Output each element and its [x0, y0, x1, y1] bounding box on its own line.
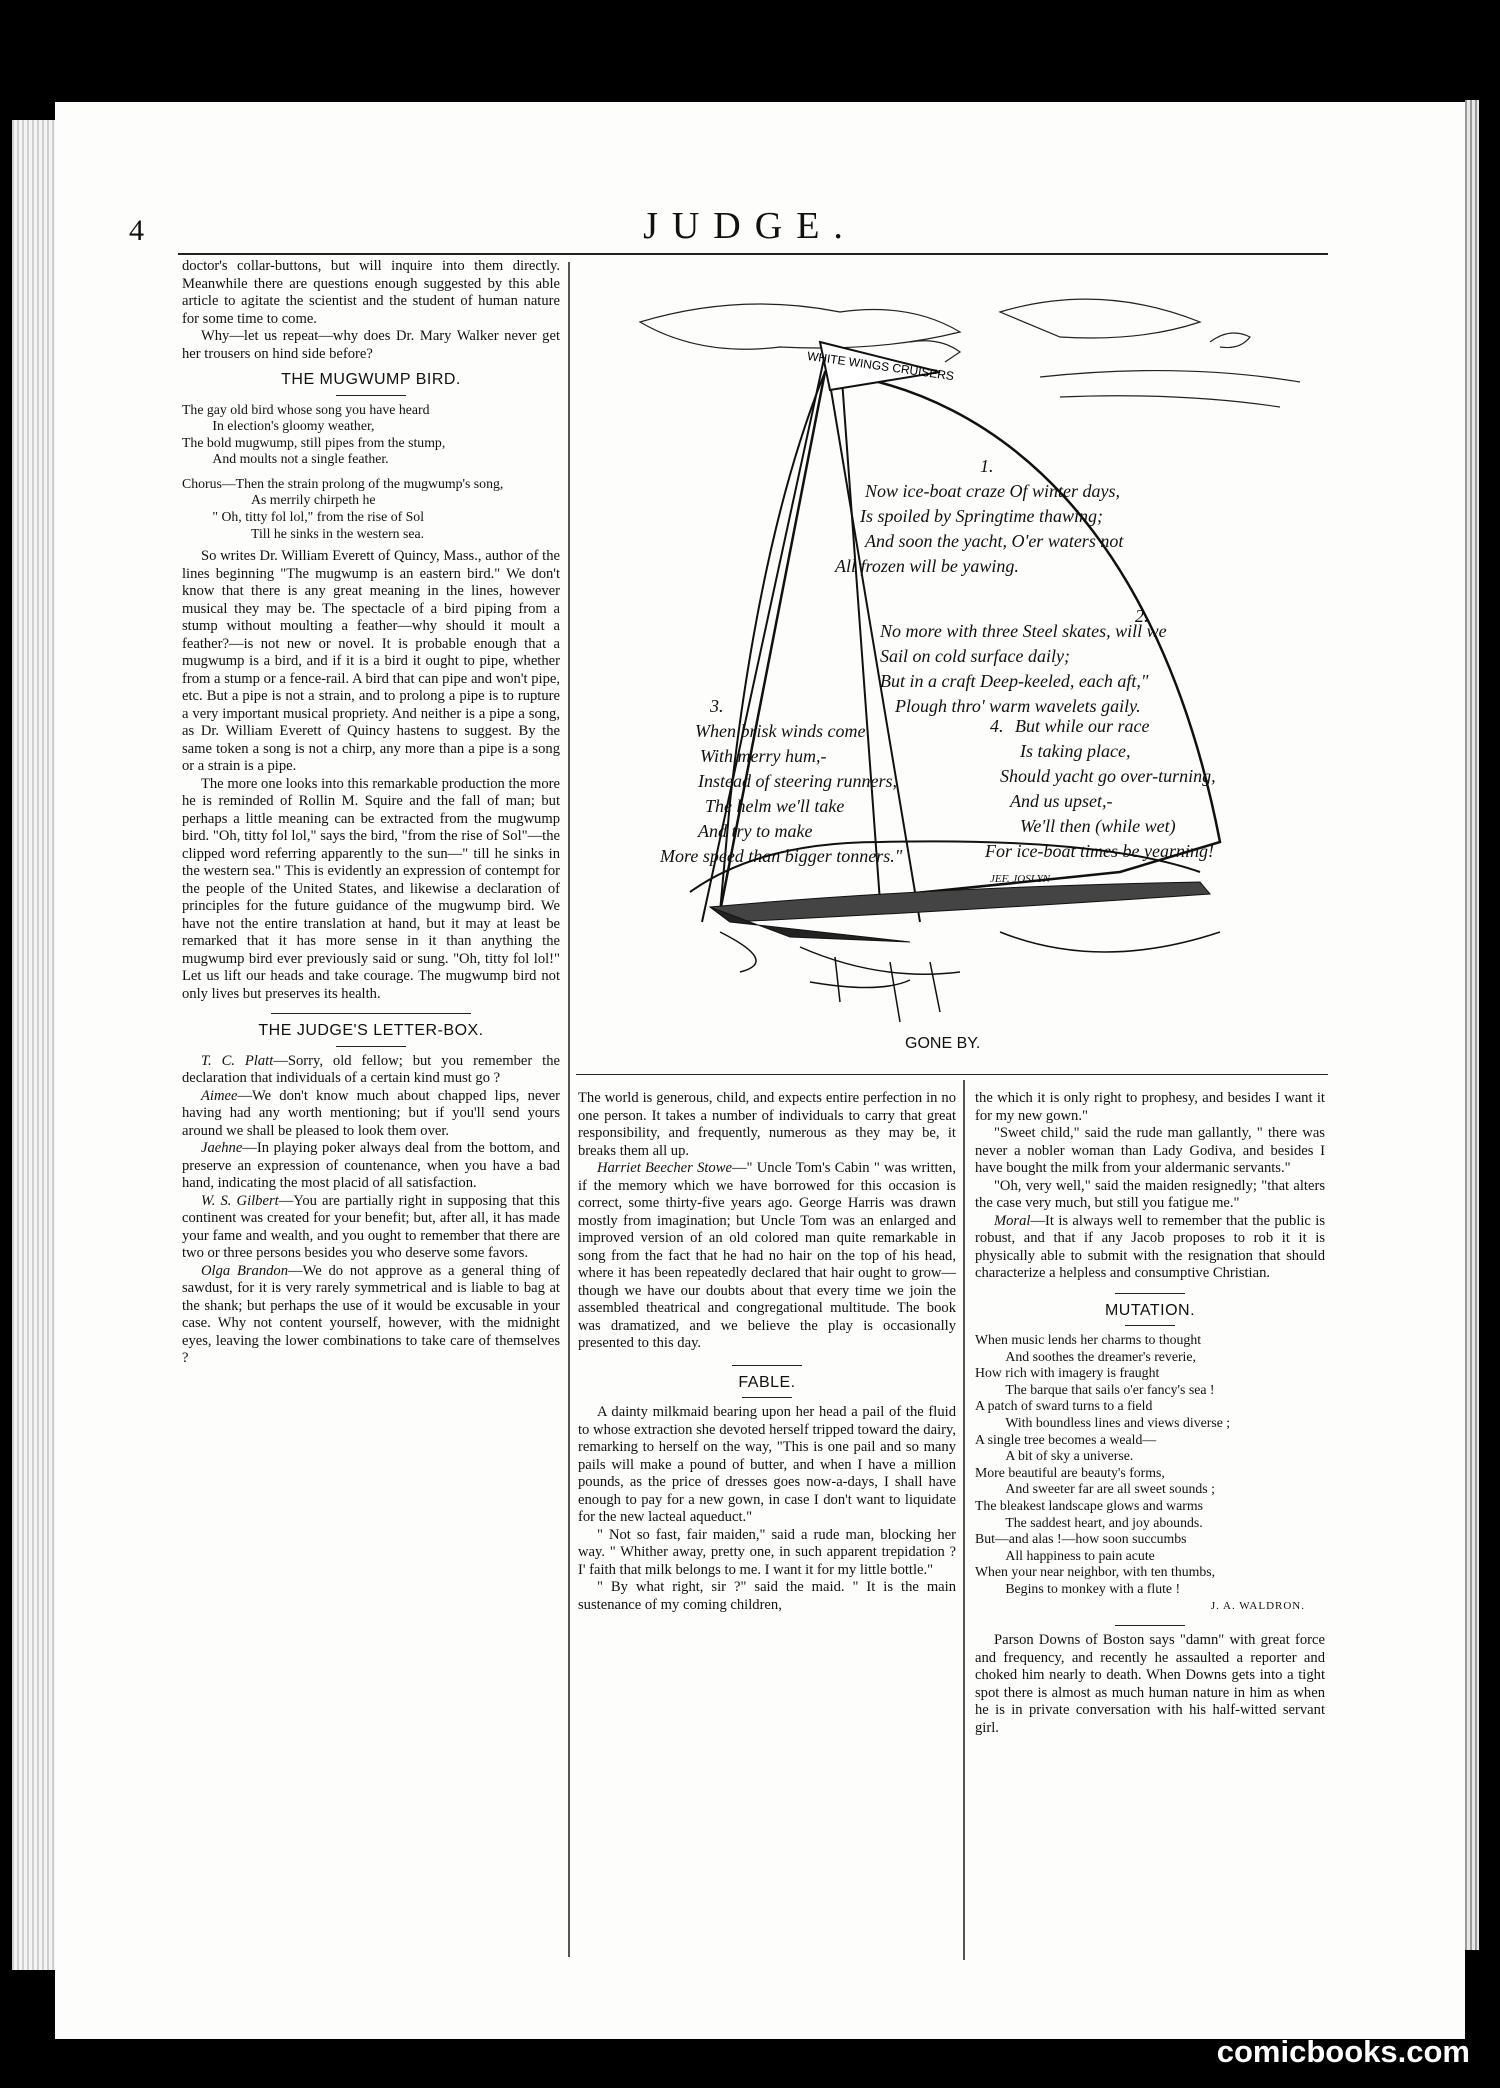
poem-line: A bit of sky a universe. — [1005, 1448, 1134, 1464]
stanza-line: Is spoiled by Springtime thawing; — [860, 506, 1103, 526]
cloud — [640, 304, 960, 349]
correspondent-name: Jaehne — [200, 1140, 243, 1157]
stanza-number: 2. — [1135, 606, 1149, 626]
poem-line: Begins to monkey with a flute ! — [1005, 1580, 1181, 1596]
poem-line: A single tree becomes a weald— — [975, 1431, 1157, 1447]
watermark: comicbooks.com — [1216, 2034, 1470, 2069]
fable-para: " By what right, sir ?" said the maid. " It is the main sustenance of my coming children, — [578, 1579, 956, 1613]
moral-text: —It is always well to remember that the public is robust, and that if any Jacob proposes to rob it it is physically able to submit with the resignation that should characterize a helpless and consumptive Christian. — [975, 1212, 1325, 1281]
stanza-line: Plough thro' warm wavelets gaily. — [895, 696, 1141, 716]
fable-cont-para: "Sweet child," said the rude man gallantly, " there was never a nobler woman than Lady Godiva, and besides I have bought the milk from your aldermanic servants." — [975, 1125, 1325, 1176]
poem-line: With boundless lines and views diverse ; — [1005, 1414, 1231, 1430]
mutation-heading: MUTATION. — [1104, 1301, 1196, 1319]
poem-author: J. A. WALDRON. — [1210, 1599, 1305, 1612]
fable-para: " Not so fast, fair maiden," said a rude man, blocking her way. " Whither away, pretty one, in such apparent trepidation ? I' faith that milk belongs to me. I want it for my little bottle." — [578, 1526, 956, 1578]
stanza-line: And us upset,- — [1010, 791, 1113, 811]
stanza-number: 4. — [990, 716, 1004, 736]
column-rule-2 — [963, 1080, 965, 1960]
letter-entry — [182, 1263, 560, 1368]
water-reflection — [720, 932, 1220, 974]
masthead-rule — [178, 253, 1328, 255]
stay-line — [840, 352, 880, 902]
mugwump-para: The more one looks into this remarkable production the more he is reminded of Rollin M. Squire and the fall of man; but perhaps a little meaning can be extracted from the mugwump bird. "Oh, titty fol lol," says the bird, "from the rise of Sol"—the clipped word referring apparently to the sun—" till he sinks in the western sea." This is evidently an expression of contempt for the people of the United States, and likewise a declaration of principles for the future guidance of the mugwump bird. We have not the entire translation at hand, but it may at least be remarked that it has more sense in it than anything the mugwump bird ever previously said or sung. "Oh, titty fol lol!" Let us lift our heads and take courage. The mugwump bird not only lives but preserves its health. — [182, 775, 560, 1002]
column-1 — [182, 258, 560, 1368]
cloud — [1000, 299, 1200, 338]
stanza-line: For ice-boat times be yearning! — [985, 841, 1214, 861]
stowe-para — [578, 1160, 956, 1353]
fable-cont-para: "Oh, very well," said the maiden resignedly; "that alters the case very much, but still you fatigue me." — [975, 1177, 1325, 1211]
cloud — [1040, 371, 1300, 407]
page-number: 4 — [129, 214, 144, 247]
reply-text: —In playing poker always deal from the bottom, and preserve an expression of countenance, when you have a bad hand, indicating the most placid of all satisfaction. — [182, 1140, 560, 1192]
column-3 — [975, 1090, 1325, 1737]
verse-line: The bold mugwump, still pipes from the stump, — [182, 434, 446, 450]
divider — [1115, 1625, 1185, 1626]
divider — [271, 1013, 471, 1014]
stanza-line: When brisk winds come — [695, 721, 866, 741]
stanza-number: 1. — [980, 456, 994, 476]
correspondent-name: T. C. Platt — [200, 1052, 274, 1069]
water-reflection — [810, 980, 910, 988]
illustration-rule — [576, 1074, 1328, 1075]
poem-line: The barque that sails o'er fancy's sea ! — [1005, 1381, 1215, 1397]
fable-cont-para: the which it is only right to prophesy, and besides I want it for my new gown." — [975, 1090, 1325, 1124]
page-stack-left — [12, 120, 56, 1970]
small-cloud-bird — [1210, 333, 1250, 348]
sailboat-illustration — [580, 282, 1320, 1022]
correspondent-name: W. S. Gilbert — [200, 1192, 279, 1209]
fable-para: A dainty milkmaid bearing upon her head a pail of the fluid to whose extraction she devoted herself tripped toward the dairy, remarking to herself on the way, "This is one pail and so many pails will make a pound of butter, and when I have a million pounds, as the price of dresses goes now-a-days, I shall have enough to pay for a new gown, in case I don't want to liquidate for the new lacteal aqueduct." — [578, 1404, 956, 1525]
stowe-name: Harriet Beecher Stowe — [596, 1160, 732, 1176]
stanza-line: No more with three Steel skates, will we — [880, 621, 1167, 641]
pennant-text: WHITE WINGS CRUISERS — [806, 348, 955, 384]
poem-line: And sweeter far are all sweet sounds ; — [1005, 1481, 1215, 1497]
letter-entry — [182, 1053, 560, 1088]
correspondent-name: Olga Brandon — [200, 1262, 289, 1279]
poem-line: A patch of sward turns to a field — [975, 1398, 1153, 1414]
artist-signature: JEF. JOSLYN — [990, 873, 1051, 885]
world-para: The world is generous, child, and expects entire perfection in no one person. It takes a number of individuals to carry that great responsibility, and frequently, numerous as they may be, it breaks them all up. — [578, 1090, 956, 1159]
stanza-line: We'll then (while wet) — [1020, 816, 1176, 836]
stanza-line: And soon the yacht, O'er waters not — [865, 531, 1124, 551]
divider — [1115, 1293, 1185, 1294]
verse-line: " Oh, titty fol lol," from the rise of Sol — [212, 509, 425, 525]
letter-entry — [182, 1193, 560, 1263]
reply-text: —We do not approve as a general thing of sawdust, for it is very rarely symmetrical and is liable to bag at the shank; but perhaps the use of it would be excusable in your case. Why not content yourself, however, with the midnight eyes, leaving the lower combinations to take care of themselves ? — [182, 1262, 560, 1367]
downs-para: Parson Downs of Boston says "damn" with great force and frequency, and recently he assaulted a reporter and choked him nearly to death. When Downs gets into a tight spot there is almost as much human nature in him as when he is in private conversation with his half-witted servant girl. — [975, 1632, 1325, 1736]
stanza-line: Sail on cold surface daily; — [880, 646, 1070, 666]
stanza-line: Instead of steering runners, — [698, 771, 897, 791]
poem-line: The saddest heart, and joy abounds. — [1005, 1514, 1203, 1530]
mutation-poem — [975, 1332, 1325, 1598]
stanza-line: And try to make — [698, 821, 813, 841]
divider — [732, 1365, 802, 1366]
poem-line: All happiness to pain acute — [1005, 1547, 1155, 1563]
verse-line: The gay old bird whose song you have heard — [182, 401, 430, 417]
mugwump-heading: THE MUGWUMP BIRD. — [281, 371, 461, 388]
poem-line: And soothes the dreamer's reverie, — [1005, 1348, 1196, 1364]
stanza-line: Should yacht go over-turning, — [1000, 766, 1216, 786]
reply-text: —We don't know much about chapped lips, never having had any worth mentioning; but if you'll send yours around we shall be pleased to look them over. — [182, 1087, 560, 1139]
mugwump-para: So writes Dr. William Everett of Quincy, Mass., author of the lines beginning "The mugwump is an eastern bird." We don't know that there is any great meaning in the lines, however musical they may be. The spectacle of a bird piping from a stump without moulting a feather—why should it moult a feather?—is not new or novel. It is probable enough that a mugwump is a bird, and if it is a bird it ought to pipe, whether from a stump or a fence-rail. A bird that can pipe and won't pipe, etc. But a pipe is not a strain, and to prolong a pipe is to rupture a very important musical propriety. And neither is a pipe a song, as Dr. William Everett of Quincy hastens to suggest. By the same token a song is not a chirp, any more than a pipe is a song or a strain is a pipe. — [182, 548, 560, 775]
mugwump-verse — [182, 402, 560, 543]
reply-text: —Sorry, old fellow; but you remember the declaration that individuals of a certain kind must go ? — [182, 1052, 560, 1087]
bird — [910, 341, 960, 362]
stanza-line: Now ice-boat craze Of winter days, — [865, 481, 1120, 501]
letterbox-heading: THE JUDGE'S LETTER-BOX. — [258, 1022, 484, 1040]
illustration-caption: GONE BY. — [905, 1035, 981, 1052]
correspondent-name: Aimee — [200, 1087, 238, 1104]
stanza-line: But in a craft Deep-keeled, each aft," — [880, 671, 1149, 691]
stanza-line: More speed than bigger tonners." — [660, 846, 903, 866]
stanza-line: All frozen will be yawing. — [835, 556, 1019, 576]
moral-label: Moral — [993, 1212, 1031, 1229]
column-rule-1 — [568, 262, 570, 1957]
divider — [1125, 1325, 1175, 1326]
verse-line: And moults not a single feather. — [212, 451, 389, 467]
verse-line: Till he sinks in the western sea. — [251, 525, 425, 541]
divider — [742, 1397, 792, 1398]
page-stack-right — [1465, 100, 1479, 1950]
divider — [336, 395, 406, 396]
moral-para — [975, 1213, 1325, 1283]
fable-heading: FABLE. — [738, 1373, 796, 1391]
poem-line: How rich with imagery is fraught — [975, 1365, 1160, 1381]
stowe-text: —" Uncle Tom's Cabin " was written, if the memory which we have borrowed for this occasion is correct, some thirty-five years ago. George Harris was drawn mostly from imagination; but Uncle Tom was an enlarged and improved version of an old colored man quite remarkable in song from the fact that he had no hair on the top of his head, where it has been repeatedly declared that hair ought to grow—though we have our doubts about that every time we join the assembled theatrical and congregational multitude. The book was dramatized, and we believe the play is occasionally presented to this day. — [578, 1160, 956, 1351]
stanza-number: 3. — [710, 696, 724, 716]
reply-text: —You are partially right in supposing that this continent was created for your benefit; but, after all, it has made your fame and wealth, and you ought to remember that there are two or three persons besides you who deserve some favors. — [182, 1192, 560, 1262]
masthead: JUDGE. — [643, 205, 857, 247]
letter-entry — [182, 1088, 560, 1141]
poem-line: When your near neighbor, with ten thumbs, — [975, 1564, 1216, 1580]
stanza-line: Is taking place, — [1020, 741, 1131, 761]
water-reflection — [835, 957, 940, 1022]
intro-para: doctor's collar-buttons, but will inquire into them directly. Meanwhile there are questions enough suggested by this able article to agitate the scientist and the student of human nature for some time to come. — [182, 258, 560, 327]
verse-line: Chorus—Then the strain prolong of the mugwump's song, — [182, 475, 504, 491]
poem-line: When music lends her charms to thought — [975, 1332, 1202, 1347]
verse-line: In election's gloomy weather, — [212, 418, 375, 434]
verse-line: As merrily chirpeth he — [251, 492, 376, 508]
column-2 — [578, 1090, 956, 1614]
poem-line: But—and alas !—how soon succumbs — [975, 1531, 1187, 1547]
poem-line: The bleakest landscape glows and warms — [975, 1497, 1203, 1513]
stanza-line: With merry hum,- — [700, 746, 827, 766]
divider — [336, 1046, 406, 1047]
letter-entry — [182, 1140, 560, 1193]
intro-para: Why—let us repeat—why does Dr. Mary Walker never get her trousers on hind side before? — [182, 328, 560, 362]
stanza-line: The helm we'll take — [705, 796, 845, 816]
stanza-line: But while our race — [1015, 716, 1150, 736]
poem-line: More beautiful are beauty's forms, — [975, 1464, 1165, 1480]
